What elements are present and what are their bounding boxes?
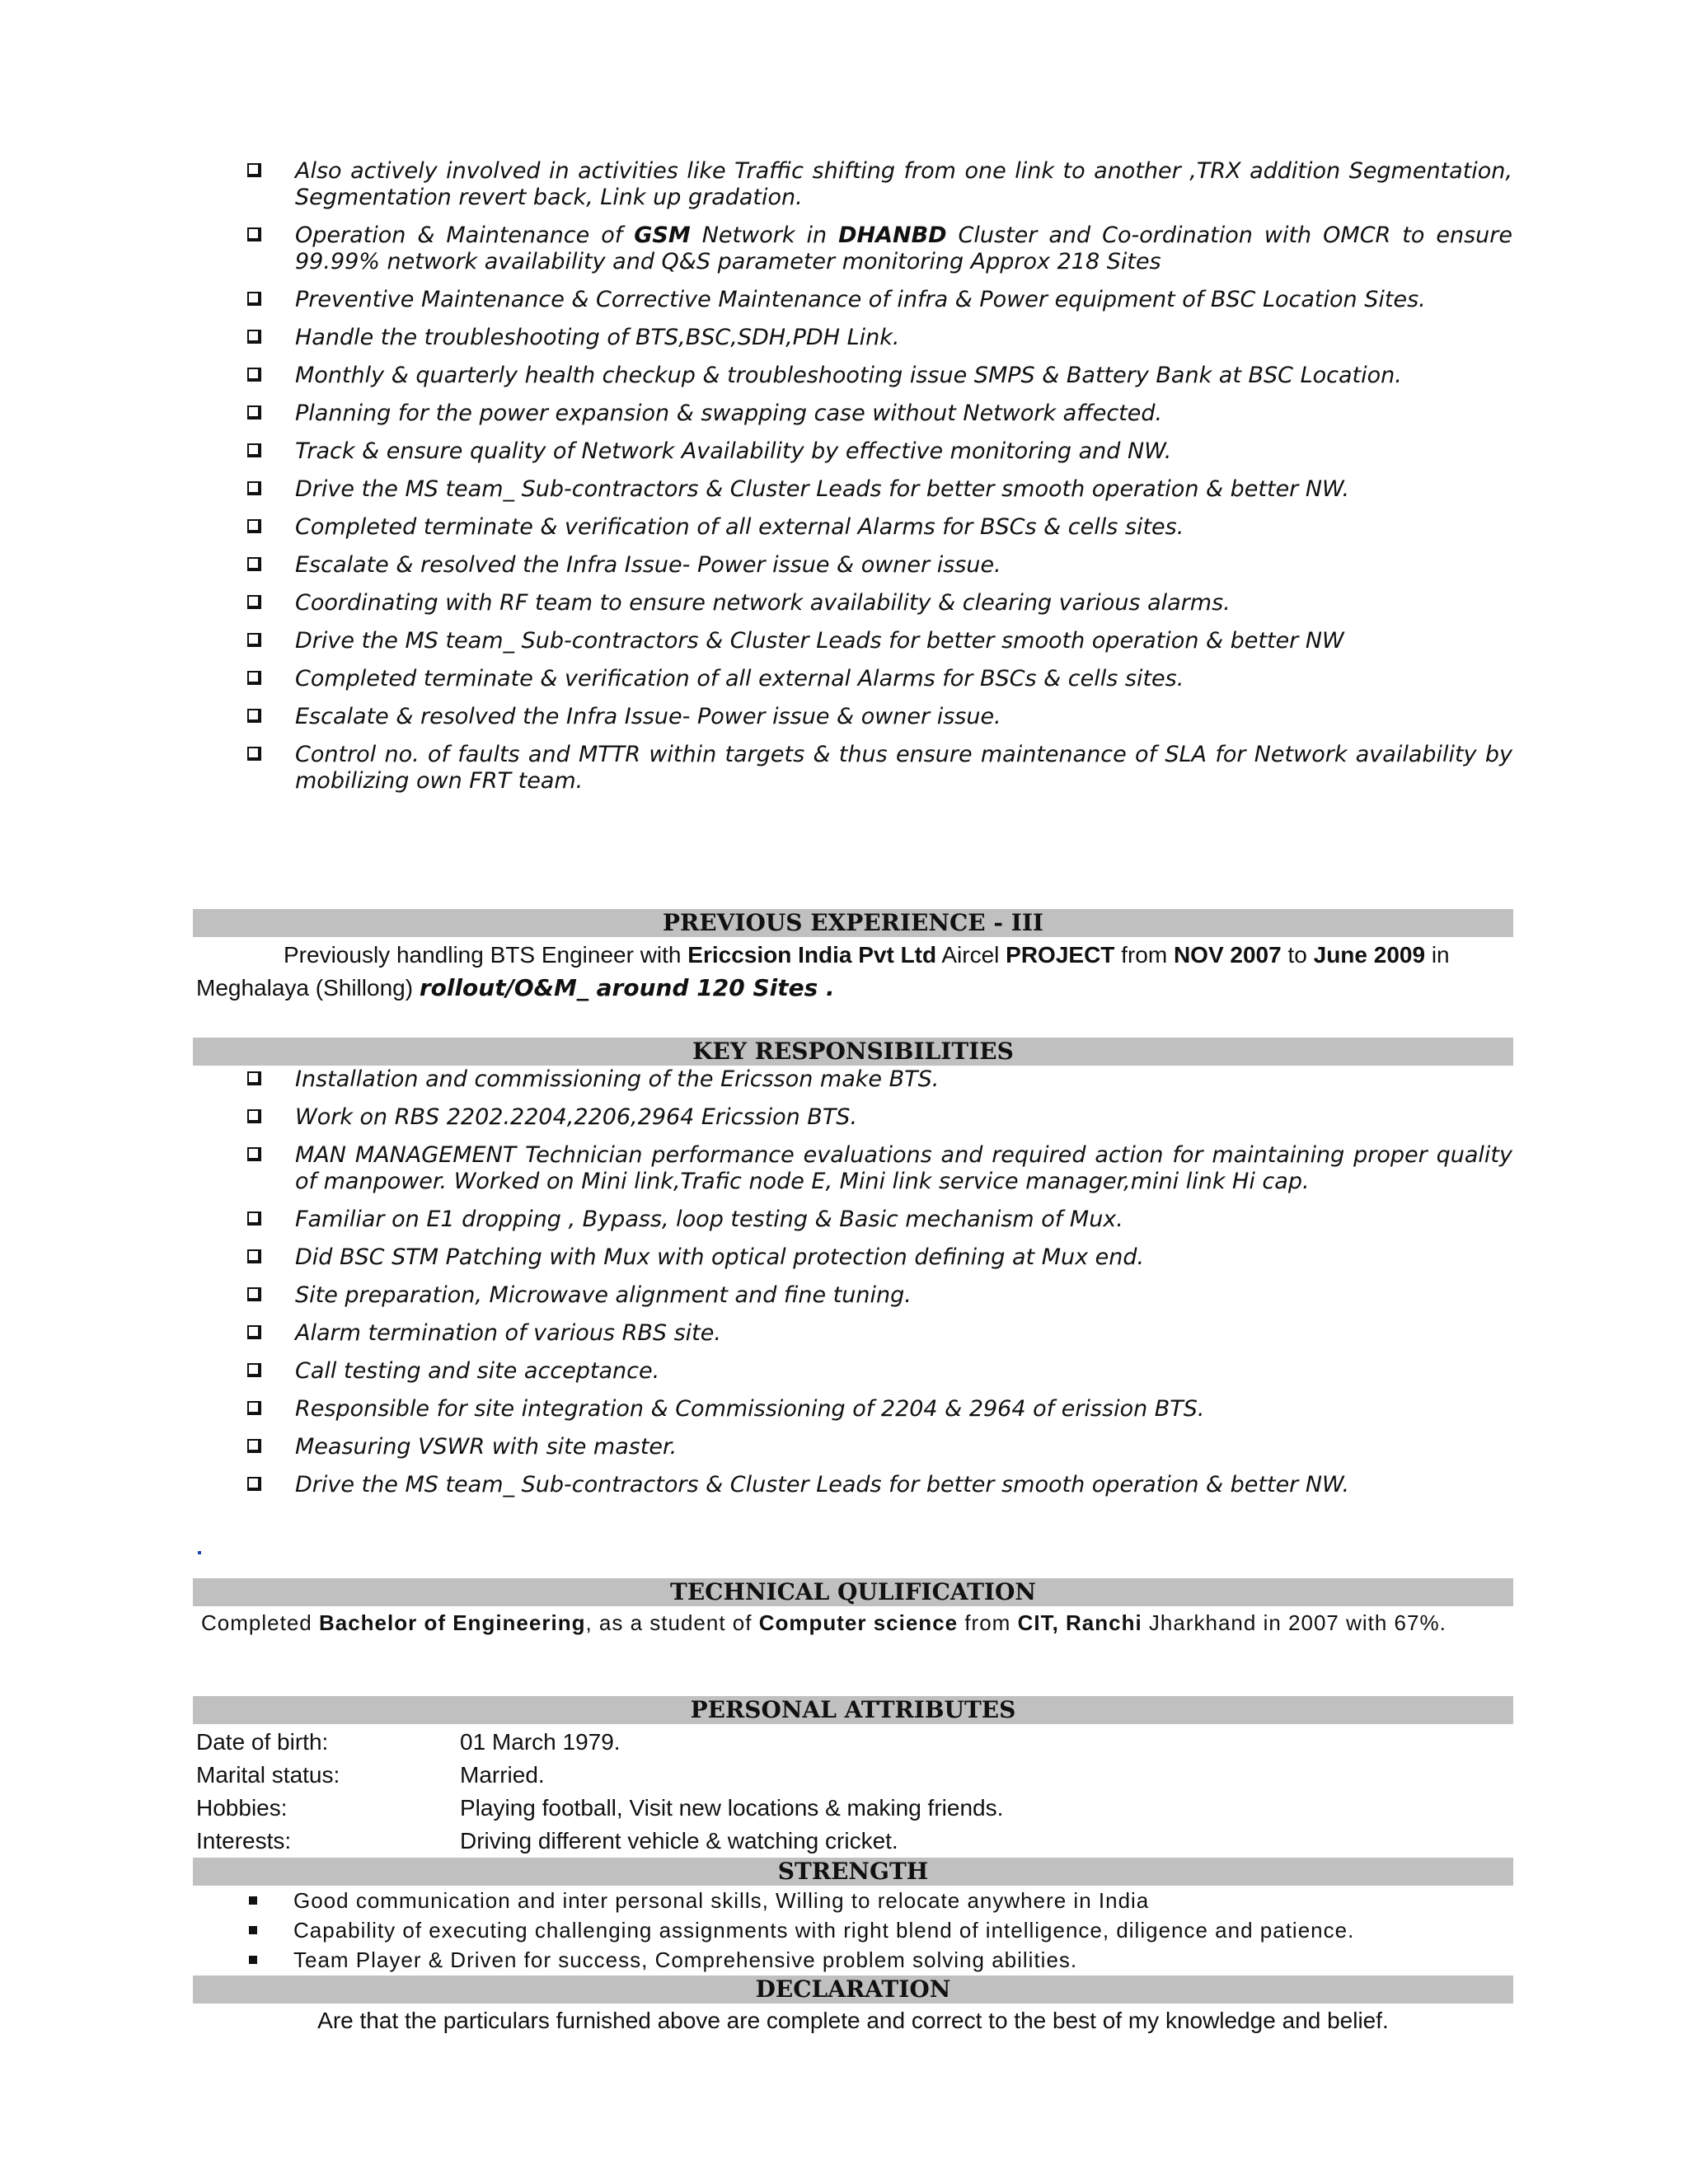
declaration-heading: DECLARATION (193, 1975, 1513, 2004)
technical-qualification-text: Completed Bachelor of Engineering, as a student of Computer science from CIT, Ranchi Jharkhand in 2007 with 67%. (201, 1610, 1447, 1635)
key-responsibilities-list (247, 1066, 1512, 1510)
list-item: Coordinating with RF team to ensure network availability & clearing various alarms. (247, 590, 1512, 616)
responsibilities-top-list (247, 158, 1512, 806)
list-item: Work on RBS 2202.2204,2206,2964 Ericssion BTS. (247, 1104, 1512, 1131)
checkbox-bullet-icon (247, 1109, 261, 1123)
checkbox-bullet-icon (247, 557, 261, 571)
checkbox-bullet-icon (247, 671, 261, 685)
list-item: Track & ensure quality of Network Availability by effective monitoring and NW. (247, 438, 1512, 465)
list-item: Drive the MS team_ Sub-contractors & Cluster Leads for better smooth operation & better NW (247, 628, 1512, 654)
strength-heading: STRENGTH (193, 1858, 1513, 1886)
checkbox-bullet-icon (247, 330, 261, 344)
list-item: Did BSC STM Patching with Mux with optical protection defining at Mux end. (247, 1244, 1512, 1271)
list-item: Monthly & quarterly health checkup & troubleshooting issue SMPS & Battery Bank at BSC Location. (247, 363, 1512, 389)
blue-dot (198, 1551, 201, 1554)
personal-attributes-heading: PERSONAL ATTRIBUTES (193, 1696, 1513, 1724)
checkbox-bullet-icon (247, 1071, 261, 1085)
checkbox-bullet-icon (247, 595, 261, 609)
square-bullet-icon (249, 1926, 257, 1934)
checkbox-bullet-icon (247, 1249, 261, 1263)
checkbox-bullet-icon (247, 481, 261, 495)
checkbox-bullet-icon (247, 1325, 261, 1339)
list-item: Preventive Maintenance & Corrective Maintenance of infra & Power equipment of BSC Location Sites. (247, 287, 1512, 313)
checkbox-bullet-icon (247, 1212, 261, 1226)
square-bullet-icon (249, 1956, 257, 1964)
list-item: Control no. of faults and MTTR within targets & thus ensure maintenance of SLA for Network availability by mobilizing own FRT team. (247, 742, 1512, 794)
list-item: Also actively involved in activities like Traffic shifting from one link to another ,TRX addition Segmentation, Segmentation revert back, Link up gradation. (247, 158, 1512, 211)
checkbox-bullet-icon (247, 1477, 261, 1491)
checkbox-bullet-icon (247, 709, 261, 723)
key-responsibilities-heading: KEY RESPONSIBILITIES (193, 1038, 1513, 1066)
checkbox-bullet-icon (247, 443, 261, 457)
checkbox-bullet-icon (247, 292, 261, 306)
strength-list (247, 1886, 1512, 1975)
list-item: Planning for the power expansion & swapping case without Network affected. (247, 401, 1512, 427)
previous-experience-text: Previously handling BTS Engineer with Ericcsion India Pvt Ltd Aircel PROJECT from NOV 2007 to June 2009 in Meghalaya (Shillong) rollout/O&M_ around 120 Sites . (196, 942, 1450, 1001)
checkbox-bullet-icon (247, 1363, 261, 1377)
square-bullet-icon (249, 1896, 257, 1905)
checkbox-bullet-icon (247, 1439, 261, 1453)
checkbox-bullet-icon (247, 368, 261, 382)
list-item: Call testing and site acceptance. (247, 1358, 1512, 1385)
checkbox-bullet-icon (247, 1401, 261, 1415)
list-item: Good communication and inter personal skills, Willing to relocate anywhere in India (247, 1886, 1512, 1915)
list-item: Completed terminate & verification of all external Alarms for BSCs & cells sites. (247, 514, 1512, 541)
list-item: Capability of executing challenging assignments with right blend of intelligence, diligence and patience. (247, 1915, 1512, 1945)
checkbox-bullet-icon (247, 747, 261, 761)
list-item: Measuring VSWR with site master. (247, 1434, 1512, 1460)
previous-experience-heading: PREVIOUS EXPERIENCE - III (193, 909, 1513, 937)
checkbox-bullet-icon (247, 633, 261, 647)
list-item: Installation and commissioning of the Ericsson make BTS. (247, 1066, 1512, 1093)
checkbox-bullet-icon (247, 227, 261, 241)
list-item: MAN MANAGEMENT Technician performance evaluations and required action for maintaining proper quality of manpower. Worked on Mini link,Trafic node E, Mini link service manager,mini link Hi cap. (247, 1142, 1512, 1195)
list-item: Drive the MS team_ Sub-contractors & Cluster Leads for better smooth operation & better NW. (247, 476, 1512, 503)
list-item: Familiar on E1 dropping , Bypass, loop testing & Basic mechanism of Mux. (247, 1207, 1512, 1233)
list-item: Escalate & resolved the Infra Issue- Power issue & owner issue. (247, 552, 1512, 579)
list-item: Completed terminate & verification of all external Alarms for BSCs & cells sites. (247, 666, 1512, 692)
list-item: Site preparation, Microwave alignment and fine tuning. (247, 1282, 1512, 1309)
checkbox-bullet-icon (247, 405, 261, 419)
declaration-text: Are that the particulars furnished above are complete and correct to the best of my knowledge and belief. (317, 2008, 1389, 2033)
list-item: Alarm termination of various RBS site. (247, 1320, 1512, 1347)
list-item: Escalate & resolved the Infra Issue- Power issue & owner issue. (247, 704, 1512, 730)
list-item: Team Player & Driven for success, Comprehensive problem solving abilities. (247, 1945, 1512, 1975)
list-item: Handle the troubleshooting of BTS,BSC,SDH,PDH Link. (247, 325, 1512, 351)
technical-qualification-heading: TECHNICAL QULIFICATION (193, 1578, 1513, 1606)
checkbox-bullet-icon (247, 519, 261, 533)
checkbox-bullet-icon (247, 163, 261, 177)
checkbox-bullet-icon (247, 1287, 261, 1301)
list-item: Operation & Maintenance of GSM Network in DHANBD Cluster and Co-ordination with OMCR to ensure 99.99% network availability and Q&S parameter monitoring Approx 218 Sites (247, 223, 1512, 275)
list-item: Responsible for site integration & Commissioning of 2204 & 2964 of erission BTS. (247, 1396, 1512, 1422)
list-item: Drive the MS team_ Sub-contractors & Cluster Leads for better smooth operation & better NW. (247, 1472, 1512, 1498)
checkbox-bullet-icon (247, 1147, 261, 1161)
resume-page: Also actively involved in activities like Traffic shifting from one link to another ,TRX addition Segmentation, Segmentation revert back, Link up gradation. Operation & Maintenance of GSM Network in DHANBD Cluster and Co-ordination with OMCR to ensure 99.99% network availability and Q&S parameter monitoring Approx 218 Sites Preventive Maintenance & Corrective Maintenance of infra & Power equipment of BSC Location Sites. Handle the troubleshooting of BTS,BSC,SDH,PDH Link. Monthly & quarterly health checkup & troubleshooting issue SMPS & Battery Bank at BSC Location. Planning for the power expansion & swapping case without Network affected. Track & ensure quality of Network Availability by effective monitoring and NW. Drive the MS team_ Sub-contractors & Cluster Leads for better smooth operation & better NW. Completed terminate & verification of all external Alarms for BSCs & cells sites. Escalate & resolved the Infra Issue- Power issue & owner issue. Coordinating with RF team to ensure network availability & clearing various alarms. Drive the MS team_ Sub-contractors & Cluster Leads for better smooth operation & better NW Completed terminate & verification of all external Alarms for BSCs & cells sites. Escalate & resolved the Infra Issue- Power issue & owner issue. Control no. of faults and MTTR within targets & thus ensure maintenance of SLA for Network availability by mobilizing own FRT team. PREVIOUS EXPERIENCE - III Previously handling BTS Engineer with Ericcsion India Pvt Ltd Aircel PROJECT from NOV 2007 to June 2009 in Meghalaya (Shillong) rollout/O&M_ around 120 Sites . KEY RESPONSIBILITIES Installation and commissioning of the Ericsson make BTS. Work on RBS 2202.2204,2206,2964 Ericssion BTS. MAN MANAGEMENT Technician performance evaluations and required action for maintaining proper quality of manpower. Worked on Mini link,Trafic node E, Mini link service manager,mini link Hi cap. Familiar on E1 dropping , Bypass, loop testing & Basic mechanism of Mux. Did BSC STM Patching with Mux with optical protection defining at Mux end. Site preparation, Microwave alignment and fine tuning. Alarm termination of various RBS site. Call testing and site acceptance. Responsible for site integration & Commissioning of 2204 & 2964 of erission BTS. Measuring VSWR with site master. Drive the MS team_ Sub-contractors & Cluster Leads for better smooth operation & better NW. TECHNICAL QULIFICATION Completed Bachelor of Engineering, as a student of Computer science from CIT, Ranchi Jharkhand in 2007 with 67%. PERSONAL ATTRIBUTES Date of birth: 01 March 1979. Marital status: Married. Hobbies: Playing football, Visit new locations & making friends. Interests: Driving different vehicle & watching cricket. STRENGTH Good communication and inter personal skills, Willing to relocate anywhere in India Capability of executing challenging assignments with right blend of intelligence, diligence and patience. Team Player & Driven for success, Comprehensive problem solving abilities. DECLARATION Are that the particulars furnished above are complete and correct to the best of my knowledge and belief. (0, 0, 1688, 2184)
